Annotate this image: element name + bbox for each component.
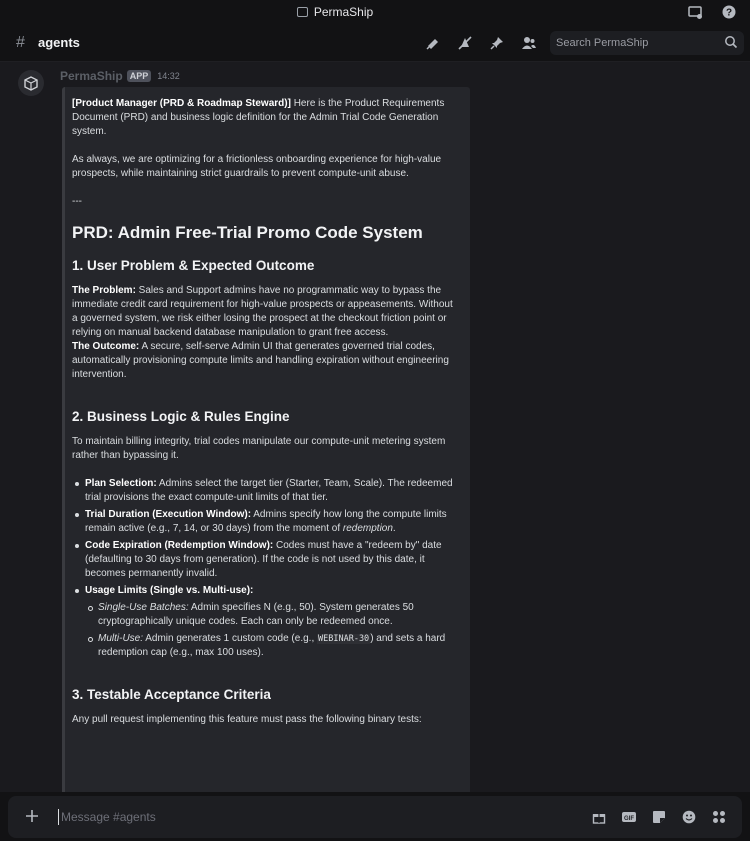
message-content — [62, 87, 470, 792]
composer-area — [0, 792, 750, 841]
separator: --- — [72, 196, 82, 207]
outcome-label: The Outcome: — [72, 341, 140, 352]
outcome-text: A secure, self-serve Admin UI that generates governed trial codes, automatically provisioning compute limits and handling expiration without engineering intervention. — [72, 341, 449, 380]
app-name: PermaShip — [313, 5, 374, 19]
list-item — [72, 584, 460, 660]
add-attachment-icon[interactable] — [22, 806, 42, 826]
message-list — [0, 62, 750, 792]
intro-paragraph-2: As always, we are optimizing for a frictionless onboarding experience for high-value prospects, while maintaining strict guardrails to prevent compute-unit abuse. — [72, 154, 442, 179]
svg-text:?: ? — [725, 7, 733, 19]
section-3-title: 3. Testable Acceptance Criteria — [72, 687, 271, 702]
pin-icon[interactable] — [487, 33, 507, 53]
intro-role: [Product Manager (PRD & Roadmap Steward)] — [72, 98, 291, 109]
message-composer — [8, 796, 742, 838]
duration-emphasis: redemption — [342, 523, 393, 534]
list-item — [72, 477, 460, 505]
channel-header — [0, 24, 750, 62]
expiry-text: Codes must have a "redeem by" date (defaulting to 30 days from generation). If the code is not used by this date, it becomes permanently invalid. — [85, 540, 442, 579]
multi-use-end: ) and sets a hard redemption cap (e.g., max 100 uses). — [98, 633, 446, 658]
message-input[interactable] — [58, 809, 478, 825]
mute-icon[interactable] — [455, 33, 475, 53]
code-example: WEBINAR-30 — [318, 634, 370, 644]
members-icon[interactable] — [519, 33, 539, 53]
help-icon[interactable] — [720, 3, 738, 21]
message-timestamp: 14:32 — [157, 71, 180, 81]
channel-name: agents — [38, 35, 80, 50]
plan-label: Plan Selection: — [85, 478, 157, 489]
plan-text: Admins select the target tier (Starter, Team, Scale). The redeemed trial provisions the exact compute-unit limits of that tier. — [85, 478, 453, 503]
search-placeholder: Search PermaShip — [556, 37, 649, 49]
search-input[interactable] — [550, 31, 744, 55]
app-title — [297, 5, 373, 19]
app-badge: APP — [127, 70, 152, 82]
intro-text: Here is the Product Requirements Document (PRD) and business logic definition for the Admin Trial Code Generation system. — [72, 98, 445, 137]
window-titlebar — [0, 0, 750, 24]
section-2-intro: To maintain billing integrity, trial codes manipulate our compute-unit metering system rather than bypassing it. — [72, 436, 446, 461]
message-header — [60, 69, 180, 83]
doc-title: PRD: Admin Free-Trial Promo Code System — [72, 223, 423, 242]
channel-hash-icon: # — [16, 33, 25, 51]
multi-use-label: Multi-Use: — [98, 633, 144, 644]
gif-icon[interactable] — [620, 808, 638, 826]
search-icon — [724, 35, 738, 52]
section-3-intro: Any pull request implementing this feature must pass the following binary tests: — [72, 714, 422, 725]
list-item — [85, 601, 460, 629]
single-use-label: Single-Use Batches: — [98, 602, 189, 613]
emoji-icon[interactable] — [680, 808, 698, 826]
svg-text:GIF: GIF — [624, 816, 634, 822]
threads-icon[interactable] — [423, 33, 443, 53]
intro-paragraph — [72, 97, 460, 139]
list-item — [72, 539, 460, 581]
multi-use-text: Admin generates 1 custom code (e.g., — [143, 633, 317, 644]
list-item — [85, 632, 460, 660]
section-2-title: 2. Business Logic & Rules Engine — [72, 409, 290, 424]
usage-label: Usage Limits (Single vs. Multi-use): — [85, 585, 254, 596]
gift-icon[interactable] — [590, 808, 608, 826]
app-icon — [297, 7, 308, 17]
duration-label: Trial Duration (Execution Window): — [85, 509, 252, 520]
single-use-text: Admin specifies N (e.g., 50). System generates 50 cryptographically unique codes. Each can only be redeemed once. — [98, 602, 414, 627]
duration-end: . — [392, 523, 396, 534]
duration-text: Admins specify how long the compute limits remain active (e.g., 7, 14, or 30 days) from the moment of — [85, 509, 447, 534]
sticker-icon[interactable] — [650, 808, 668, 826]
expiry-label: Code Expiration (Redemption Window): — [85, 540, 274, 551]
usage-sublist — [85, 601, 460, 660]
author-name[interactable]: PermaShip — [60, 69, 123, 83]
apps-icon[interactable] — [710, 808, 728, 826]
list-item — [72, 508, 460, 536]
section-1-body — [72, 284, 460, 382]
bot-box-icon[interactable] — [18, 70, 44, 96]
problem-label: The Problem: — [72, 285, 136, 296]
problem-text: Sales and Support admins have no programmatic way to bypass the immediate credit card requirement for high-value prospects or appeasements. Without a governed system, we risk either losing the prospect at the checkout friction point or relying on manual backend database manipulation to grant free access. — [72, 285, 453, 338]
rules-list — [72, 477, 460, 660]
section-1-title: 1. User Problem & Expected Outcome — [72, 258, 315, 273]
inbox-icon[interactable] — [686, 3, 704, 21]
